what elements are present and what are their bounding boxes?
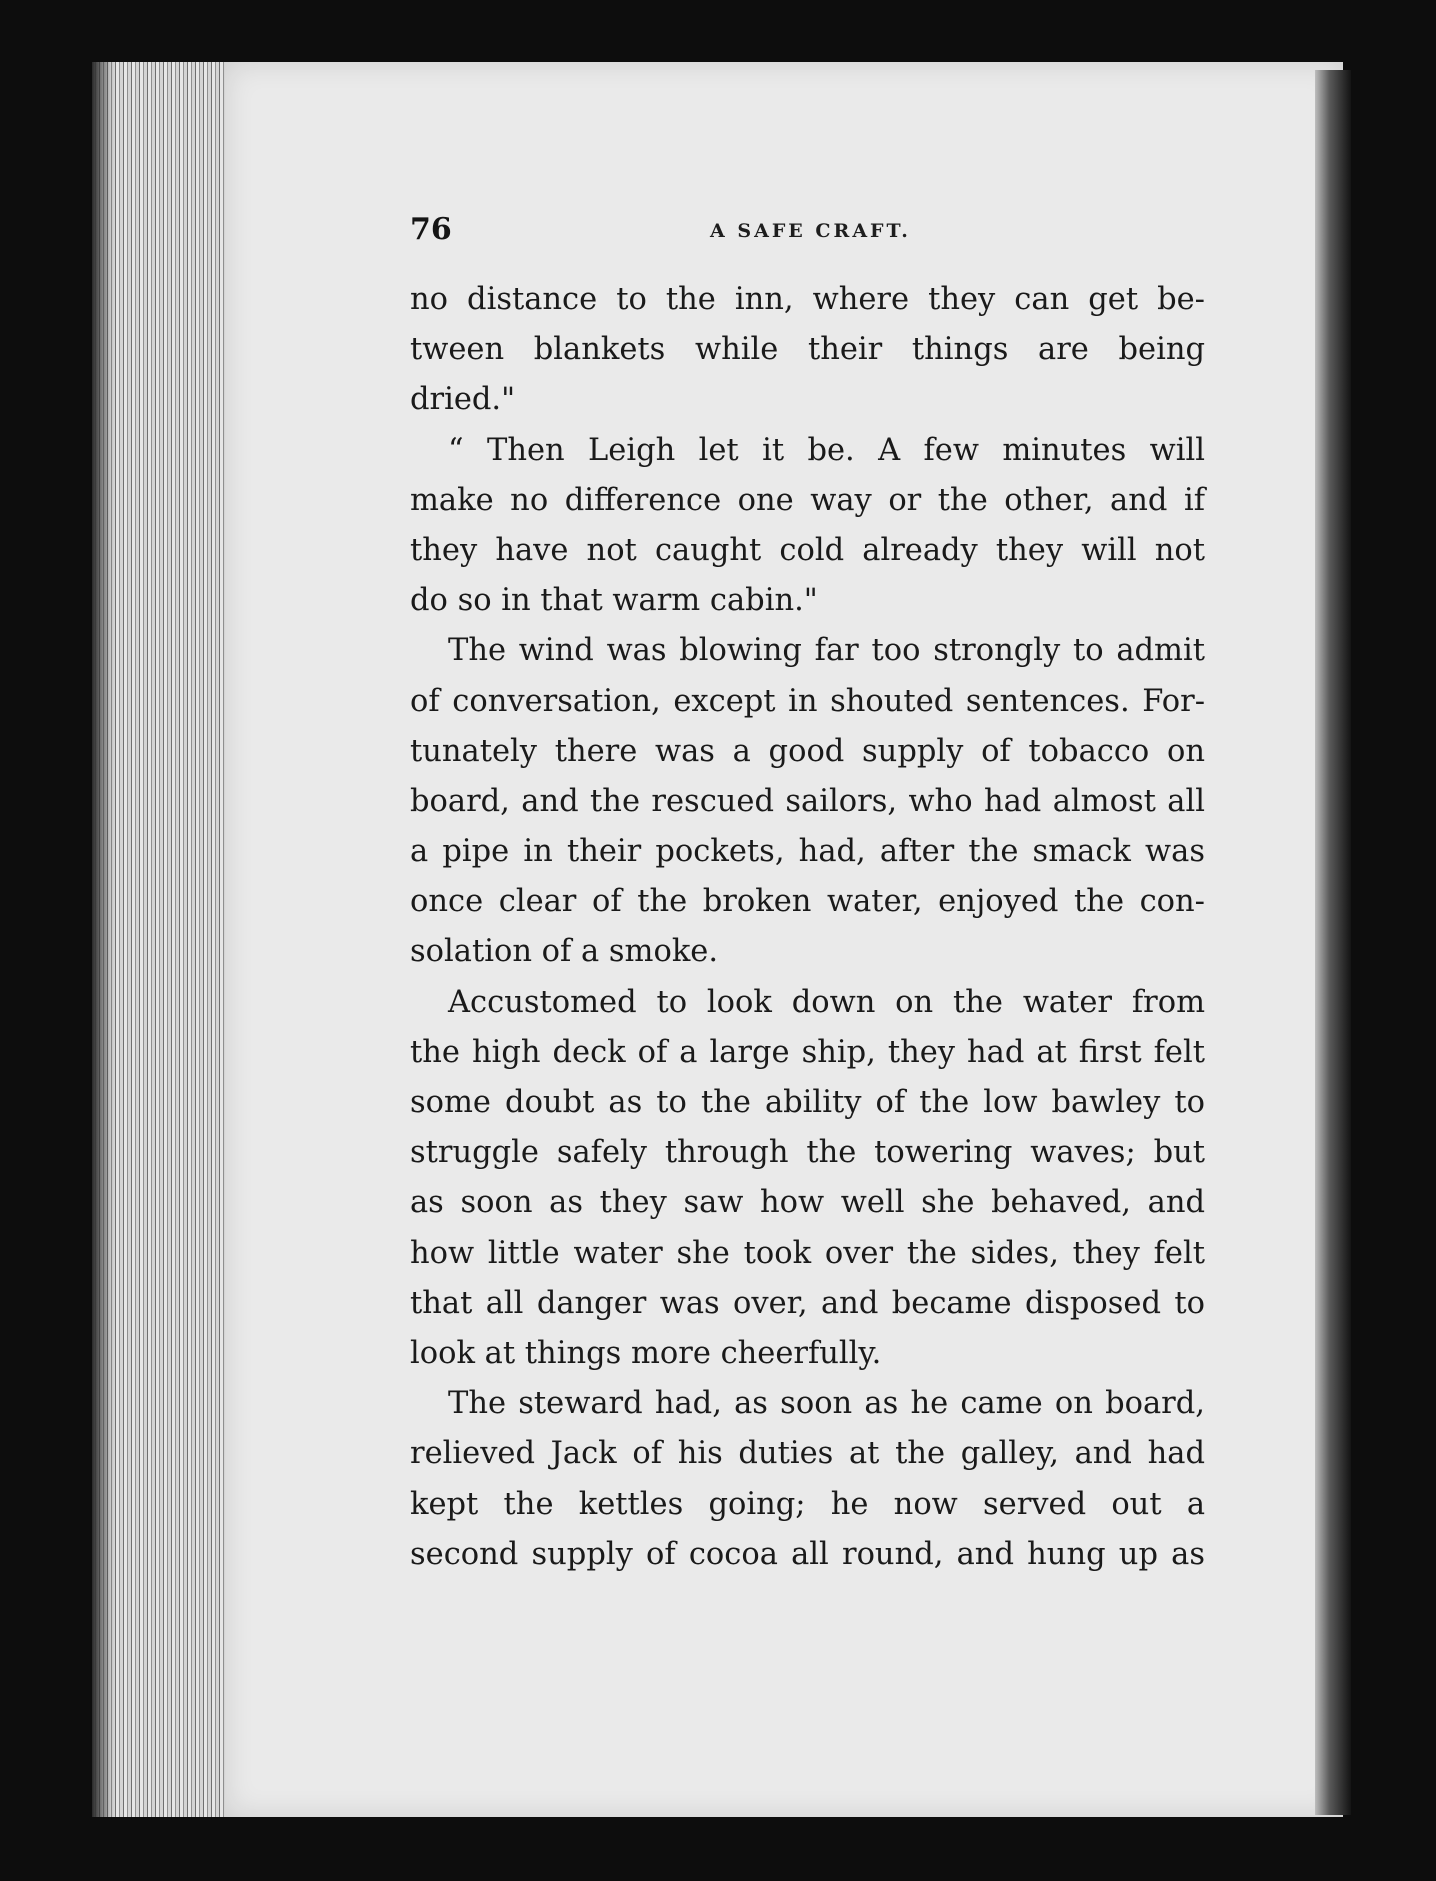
text-line: they have not caught cold already they will not xyxy=(410,532,1205,568)
text-line: Accustomed to look down on the water from xyxy=(448,984,1205,1020)
text-line: board, and the rescued sailors, who had almost all xyxy=(410,783,1205,819)
running-title: A SAFE CRAFT. xyxy=(710,220,911,242)
text-line: The wind was blowing far too strongly to admit xyxy=(448,633,1205,669)
text-line: kept the kettles going; he now served out a xyxy=(410,1486,1205,1522)
page-right-edge xyxy=(1315,70,1351,1815)
text-line: that all danger was over, and became disposed to xyxy=(410,1285,1205,1321)
text-line: look at things more cheerfully. xyxy=(410,1335,882,1371)
text-line: tween blankets while their things are being xyxy=(410,332,1205,368)
page-number: 76 xyxy=(410,212,452,247)
text-line: some doubt as to the ability of the low bawley to xyxy=(410,1085,1205,1120)
page-edges xyxy=(92,62,242,1817)
text-line: once clear of the broken water, enjoyed the con- xyxy=(410,884,1205,920)
text-line: struggle safely through the towering waves; but xyxy=(410,1135,1205,1171)
text-line: of conversation, except in shouted sentences. For- xyxy=(410,683,1205,719)
page-edges-shadow xyxy=(92,62,114,1817)
text-line: solation of a smoke. xyxy=(410,934,719,970)
text-line: no distance to the inn, where they can get be- xyxy=(410,282,1205,317)
body-text xyxy=(410,275,1205,1580)
text-line: dried." xyxy=(410,382,516,418)
page-header xyxy=(410,212,1205,252)
text-line: relieved Jack of his duties at the galley, and had xyxy=(410,1436,1205,1472)
text-line: as soon as they saw how well she behaved, and xyxy=(410,1185,1205,1221)
text-line: the high deck of a large ship, they had at first felt xyxy=(410,1034,1205,1070)
text-line: a pipe in their pockets, had, after the smack was xyxy=(410,834,1205,870)
text-line: second supply of cocoa all round, and hung up as xyxy=(410,1536,1205,1572)
text-line: “ Then Leigh let it be. A few minutes will xyxy=(448,432,1205,468)
text-line: how little water she took over the sides, they felt xyxy=(410,1235,1205,1271)
text-line: tunately there was a good supply of tobacco on xyxy=(410,733,1205,769)
text-line: The steward had, as soon as he came on board, xyxy=(448,1386,1205,1422)
text-line: make no difference one way or the other, and if xyxy=(410,482,1205,518)
text-line: do so in that warm cabin." xyxy=(410,583,818,619)
